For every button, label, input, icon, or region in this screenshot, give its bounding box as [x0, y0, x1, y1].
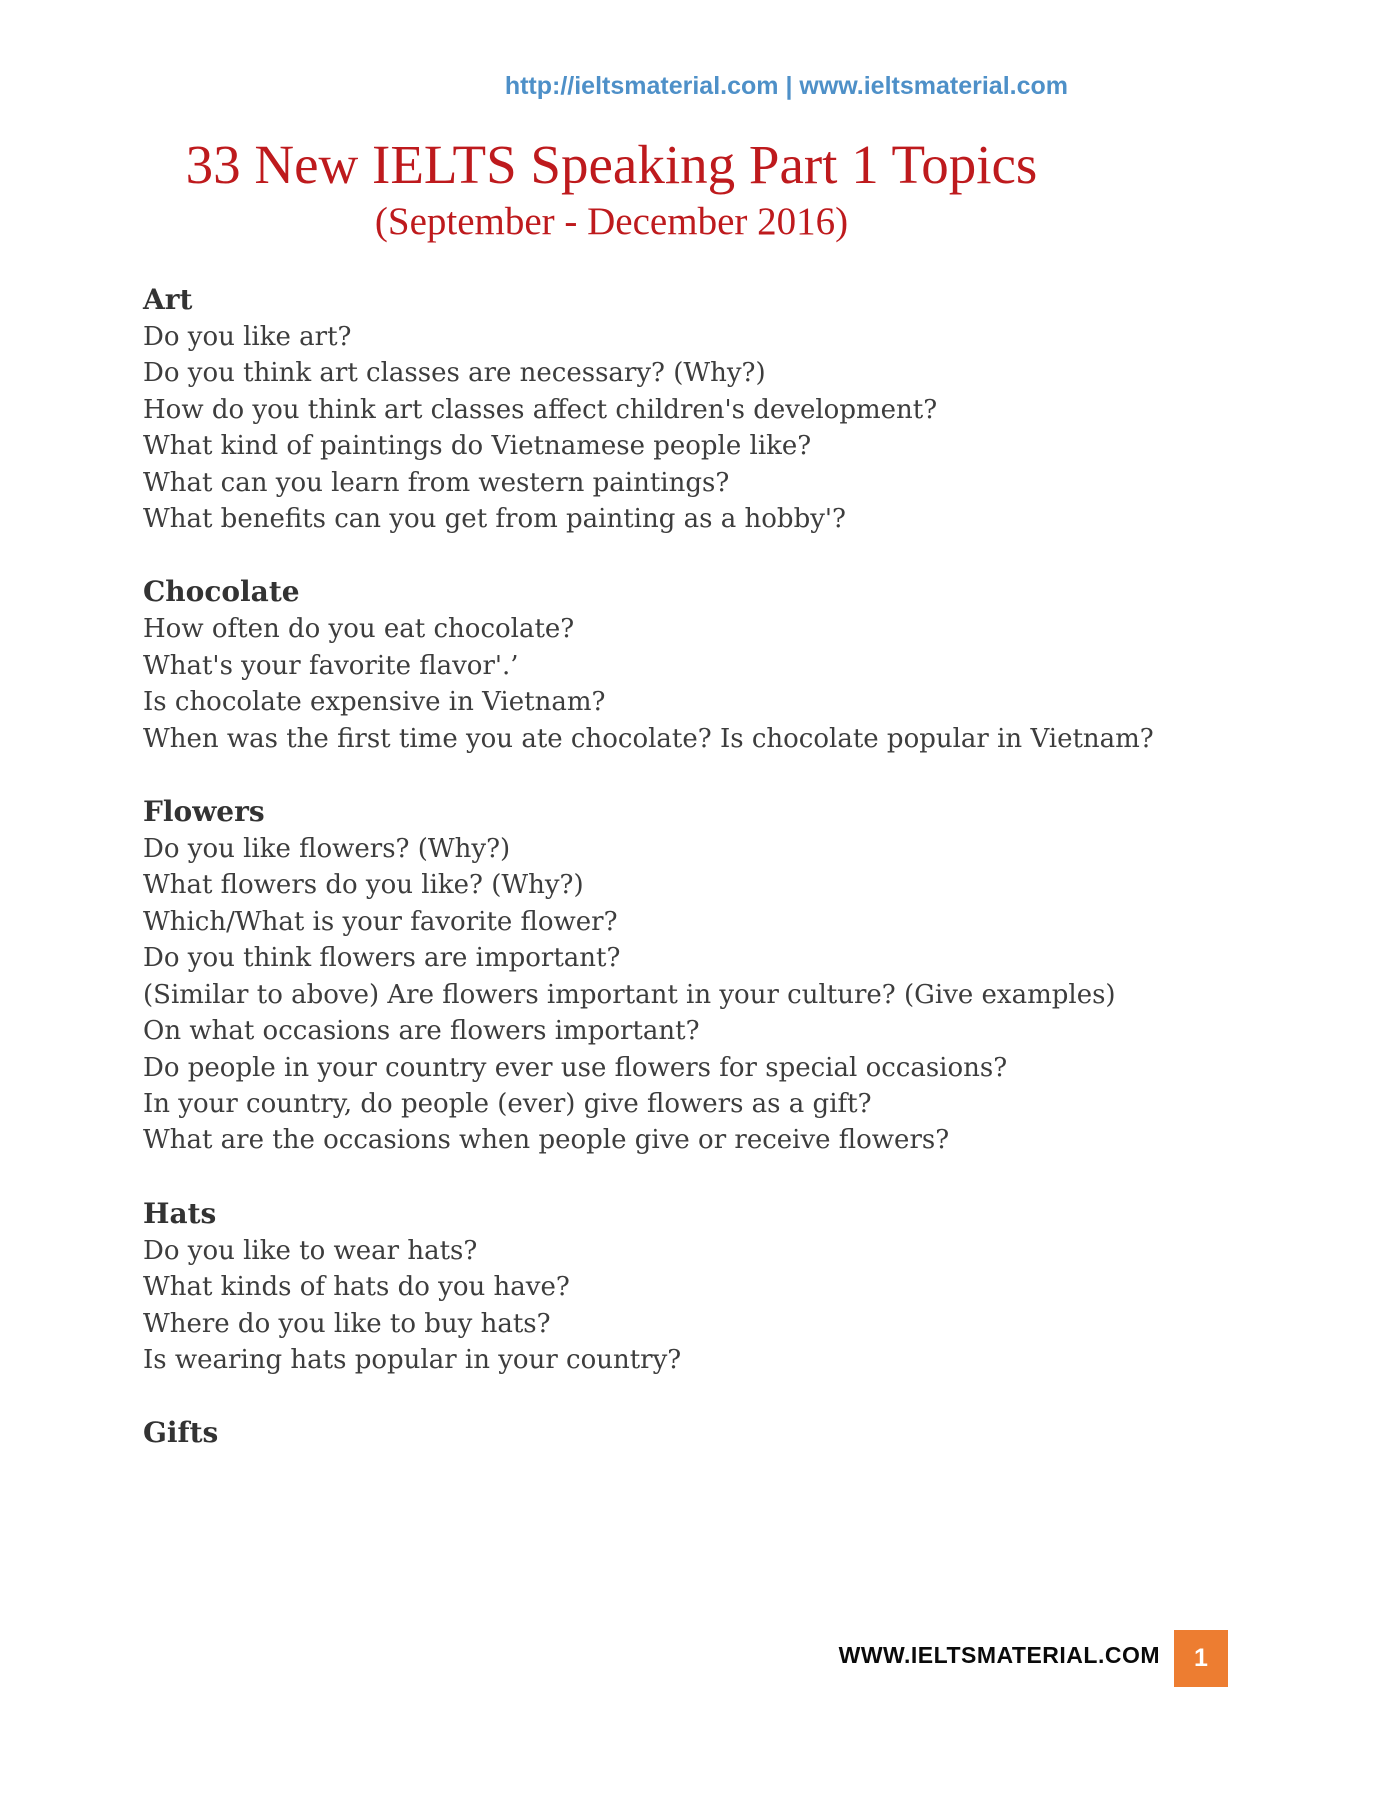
question-line: What can you learn from western paintings? — [143, 467, 730, 498]
document-subtitle: (September - December 2016) — [374, 200, 849, 243]
section-heading-art: Art — [143, 283, 193, 316]
question-line: What flowers do you like? (Why?) — [143, 870, 584, 901]
title-block — [143, 132, 1080, 244]
page-number-badge: 1 — [1174, 1630, 1228, 1687]
question-line: What benefits can you get from painting as a hobby'? — [143, 504, 846, 535]
question-line: What's your favorite flavor'.’ — [143, 650, 519, 681]
question-line: Do you think art classes are necessary? (Why?) — [143, 358, 766, 389]
topic-section — [143, 282, 1088, 537]
question-line: Do you think flowers are important? — [143, 943, 621, 974]
question-line: Do people in your country ever use flowers for special occasions? — [143, 1052, 1008, 1083]
section-heading-hats: Hats — [143, 1196, 217, 1230]
question-line: Is chocolate expensive in Vietnam? — [143, 687, 606, 718]
question-line: Do you like art? — [143, 322, 352, 352]
footer-site-text: WWW.IELTSMATERIAL.COM — [838, 1642, 1160, 1668]
question-line: Is wearing hats popular in your country? — [143, 1344, 682, 1375]
question-line: Where do you like to buy hats? — [143, 1308, 551, 1339]
question-line: How often do you eat chocolate? — [143, 614, 575, 645]
question-line: When was the first time you ate chocolate? Is chocolate popular in Vietnam? — [143, 723, 1154, 754]
topic-section — [143, 1415, 1088, 1451]
document-title: 33 New IELTS Speaking Part 1 Topics — [185, 134, 1038, 195]
section-heading-chocolate: Chocolate — [143, 575, 300, 609]
topic-section — [143, 574, 1154, 757]
topics-content — [143, 282, 1154, 1452]
topic-section — [143, 794, 1116, 1159]
question-line: What kind of paintings do Vietnamese people like? — [143, 431, 812, 462]
section-heading-flowers: Flowers — [143, 795, 265, 829]
question-line: How do you think art classes affect children's development? — [143, 394, 938, 425]
question-line: What are the occasions when people give or receive flowers? — [143, 1125, 950, 1156]
question-line: What kinds of hats do you have? — [143, 1272, 570, 1303]
question-line: Which/What is your favorite flower? — [143, 906, 618, 937]
question-line: (Similar to above) Are flowers important in your culture? (Give examples) — [143, 979, 1116, 1010]
question-line: Do you like flowers? (Why?) — [143, 834, 511, 865]
topic-section — [143, 1196, 1088, 1379]
question-line: On what occasions are flowers important? — [143, 1016, 700, 1047]
question-line: Do you like to wear hats? — [143, 1235, 478, 1266]
section-heading-gifts: Gifts — [143, 1416, 219, 1450]
header-site-url[interactable]: http://ieltsmaterial.com | www.ieltsmaterial.com — [504, 72, 1068, 100]
question-line: In your country, do people (ever) give flowers as a gift? — [143, 1088, 872, 1119]
